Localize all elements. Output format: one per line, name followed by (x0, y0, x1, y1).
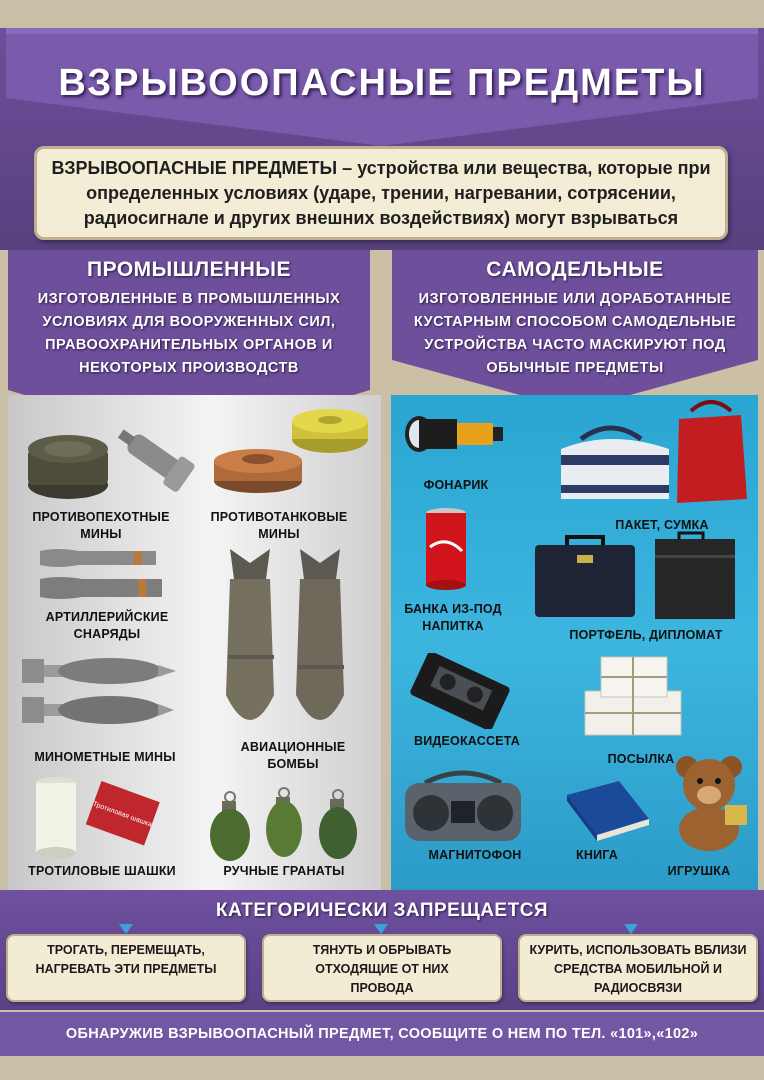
book-image (563, 779, 653, 845)
antitank-mines-image (208, 409, 373, 499)
footer-emergency-notice: ОБНАРУЖИВ ВЗРЫВООПАСНЫЙ ПРЕДМЕТ, СООБЩИТЕ О НЕМ ПО ТЕЛ. «101»,«102» (0, 1012, 764, 1056)
rule-3-pointer (624, 924, 638, 934)
toy-bear-image (667, 751, 753, 851)
bags-image (551, 399, 751, 509)
label-antipersonnel-mines: ПРОТИВОПЕХОТНЫЕ МИНЫ (32, 510, 170, 541)
label-hand-grenades: РУЧНЫЕ ГРАНАТЫ (223, 864, 345, 878)
label-bag: ПАКЕТ, СУМКА (615, 518, 709, 532)
videotape-image (405, 653, 515, 729)
briefcase-image (531, 531, 741, 621)
homemade-section-header (392, 250, 758, 395)
mortar-mines-image (20, 653, 180, 733)
label-tnt-blocks: ТРОТИЛОВЫЕ ШАШКИ (28, 864, 176, 878)
rule-1-pointer (119, 924, 133, 934)
industrial-section-header (8, 250, 370, 395)
industrial-panel (8, 395, 381, 890)
label-mortar-mines: МИНОМЕТНЫЕ МИНЫ (34, 750, 176, 764)
homemade-panel (391, 395, 758, 890)
rule-1: ТРОГАТЬ, ПЕРЕМЕЩАТЬ, НАГРЕВАТЬ ЭТИ ПРЕДМЕТЫ (6, 934, 246, 1002)
tnt-box-text: Тротиловая шашка (91, 800, 153, 829)
forbidden-title: КАТЕГОРИЧЕСКИ ЗАПРЕЩАЕТСЯ (215, 900, 549, 921)
hand-grenades-image (208, 787, 368, 863)
label-tape-recorder: МАГНИТОФОН (428, 848, 522, 862)
label-flashlight: ФОНАРИК (423, 478, 489, 492)
rule-2-pointer (374, 924, 388, 934)
label-antitank-mines: ПРОТИВОТАНКОВЫЕ МИНЫ (210, 510, 348, 541)
industrial-title: ПРОМЫШЛЕННЫЕ (87, 258, 291, 281)
label-book: КНИГА (576, 848, 618, 862)
drink-can-image (421, 507, 471, 591)
homemade-title: САМОДЕЛЬНЫЕ (486, 258, 664, 281)
definition-box: ВЗРЫВООПАСНЫЕ ПРЕДМЕТЫ – устройства или вещества, которые при определенных условиях (ударе, трении, нагревании, сотрясении, радиосигнале и других внешних воздействиях) могут взрываться (34, 146, 728, 240)
industrial-description: ИЗГОТОВЛЕННЫЕ В ПРОМЫШЛЕННЫХ УСЛОВИЯХ ДЛЯ ВООРУЖЕННЫХ СИЛ, ПРАВООХРАНИТЕЛЬНЫХ ОРГАНОВ И НЕКОТОРЫХ ПРОИЗВОДСТВ (37, 291, 341, 376)
tnt-blocks-image (30, 773, 160, 863)
rule-2: ТЯНУТЬ И ОБРЫВАТЬ ОТХОДЯЩИЕ ОТ НИХ ПРОВОДА (262, 934, 502, 1002)
aviation-bombs-image (220, 545, 370, 745)
label-videotape: ВИДЕОКАССЕТА (414, 734, 520, 748)
rule-3: КУРИТЬ, ИСПОЛЬЗОВАТЬ ВБЛИЗИ СРЕДСТВА МОБИЛЬНОЙ И РАДИОСВЯЗИ (518, 934, 758, 1002)
label-artillery-shells: АРТИЛЛЕРИЙСКИЕ СНАРЯДЫ (45, 610, 169, 641)
label-briefcase: ПОРТФЕЛЬ, ДИПЛОМАТ (569, 628, 723, 642)
label-drink-can: БАНКА ИЗ-ПОД НАПИТКА (404, 602, 502, 633)
tape-recorder-image (401, 765, 525, 845)
label-aviation-bombs: АВИАЦИОННЫЕ БОМБЫ (240, 740, 346, 771)
label-toy: ИГРУШКА (667, 864, 731, 878)
antipersonnel-mines-image (20, 425, 200, 505)
label-parcel: ПОСЫЛКА (607, 752, 675, 766)
page-title: ВЗРЫВООПАСНЫЕ ПРЕДМЕТЫ (58, 62, 706, 104)
homemade-description: ИЗГОТОВЛЕННЫЕ ИЛИ ДОРАБОТАННЫЕ КУСТАРНЫМ СПОСОБОМ САМОДЕЛЬНЫЕ УСТРОЙСТВА ЧАСТО МАСКИРУЮТ ПОД ОБЫЧНЫЕ ПРЕДМЕТЫ (413, 291, 737, 376)
flashlight-image (401, 409, 511, 459)
artillery-shells-image (38, 545, 168, 605)
parcel-image (581, 647, 691, 737)
